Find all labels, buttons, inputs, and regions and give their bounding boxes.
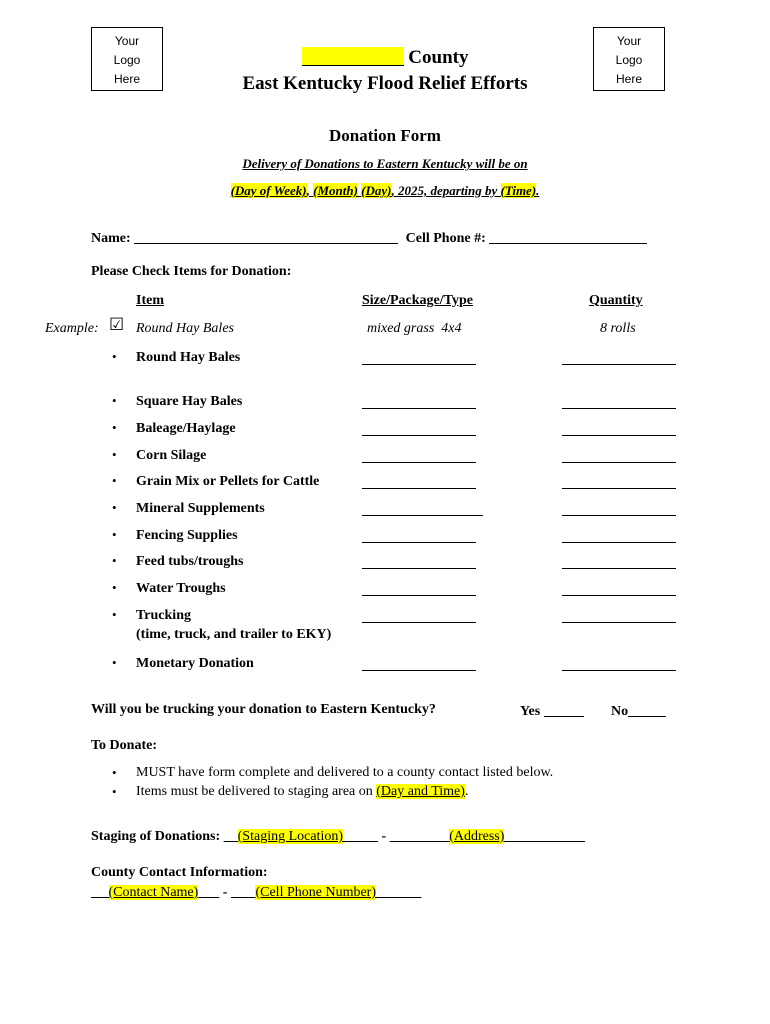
contact-name-field[interactable]: [91, 885, 219, 900]
quantity-field[interactable]: [562, 568, 676, 569]
bullet-icon: •: [112, 655, 117, 670]
quantity-field[interactable]: [562, 364, 676, 365]
example-label: Example:: [45, 321, 99, 336]
yes-label: Yes: [520, 704, 541, 719]
quantity-field[interactable]: [562, 488, 676, 489]
cell-phone-field[interactable]: [489, 229, 647, 244]
size-field[interactable]: [362, 435, 476, 436]
quantity-field[interactable]: [562, 408, 676, 409]
trucking-note: (time, truck, and trailer to EKY): [136, 627, 332, 642]
delivery-year-text: , 2025, departing by: [391, 183, 501, 198]
size-field[interactable]: [362, 670, 476, 671]
size-field[interactable]: [362, 542, 476, 543]
staging-label: Staging of Donations:: [91, 829, 224, 844]
size-field[interactable]: [362, 408, 476, 409]
day-placeholder: (Day): [361, 183, 392, 198]
cell-phone-number-field[interactable]: [231, 885, 422, 900]
example-size: mixed grass 4x4: [367, 321, 462, 336]
delivery-line-1: Delivery of Donations to Eastern Kentucky will be on: [242, 156, 528, 171]
item-label: Feed tubs/troughs: [136, 554, 244, 569]
staging-row: [91, 829, 585, 845]
cell-phone-placeholder: (Cell Phone Number): [255, 885, 376, 900]
quantity-field[interactable]: [562, 515, 676, 516]
cell-phone-label: Cell Phone #:: [405, 231, 486, 246]
county-title: [0, 47, 770, 69]
logo-text-line: Your: [114, 34, 140, 48]
example-item: Round Hay Bales: [136, 321, 234, 336]
quantity-field[interactable]: [562, 622, 676, 623]
bullet-icon: •: [112, 500, 117, 515]
name-field[interactable]: [134, 229, 398, 244]
item-label: Mineral Supplements: [136, 501, 265, 516]
county-name-blank[interactable]: [302, 47, 404, 66]
logo-text-line: Here: [615, 72, 642, 86]
name-label: Name:: [91, 231, 131, 246]
bullet-icon: •: [112, 447, 117, 462]
delivery-line-2: [0, 183, 770, 199]
staging-location-field[interactable]: [224, 829, 378, 844]
bullet-icon: •: [112, 473, 117, 488]
item-label: Trucking: [136, 608, 191, 623]
logo-text-line: Here: [113, 72, 140, 86]
item-label: Water Troughs: [136, 581, 226, 596]
staging-dash: -: [378, 829, 390, 844]
size-field[interactable]: [362, 462, 476, 463]
rule-2-end: .: [464, 784, 469, 799]
quantity-field[interactable]: [562, 462, 676, 463]
yes-field[interactable]: [544, 702, 584, 717]
logo-text-line: Logo: [615, 53, 643, 67]
county-contact-row: [91, 885, 422, 901]
column-item-header: Item: [136, 293, 164, 308]
county-label: County: [403, 47, 469, 68]
time-placeholder: (Time): [500, 183, 537, 198]
item-label: Corn Silage: [136, 448, 207, 463]
bullet-icon: •: [112, 349, 117, 364]
bullet-icon: •: [112, 393, 117, 408]
quantity-field[interactable]: [562, 435, 676, 436]
day-of-week-placeholder: (Day of Week): [230, 183, 307, 198]
item-label: Square Hay Bales: [136, 394, 243, 409]
no-option: [611, 702, 666, 720]
bullet-icon: •: [112, 527, 117, 542]
to-donate-heading: To Donate:: [91, 738, 157, 753]
staging-location-placeholder: (Staging Location): [237, 829, 344, 844]
bullet-icon: •: [112, 553, 117, 568]
column-quantity-header: Quantity: [589, 293, 643, 308]
quantity-field[interactable]: [562, 670, 676, 671]
rule-2-text: Items must be delivered to staging area on: [136, 784, 377, 799]
no-field[interactable]: [628, 702, 666, 717]
staging-address-field[interactable]: [390, 829, 585, 844]
item-label: Baleage/Haylage: [136, 421, 236, 436]
contact-name-placeholder: (Contact Name): [108, 885, 199, 900]
size-field[interactable]: [362, 568, 476, 569]
day-and-time-placeholder: (Day and Time): [376, 784, 465, 799]
bullet-icon: •: [112, 607, 117, 622]
no-label: No: [611, 704, 629, 719]
contact-dash: -: [219, 885, 231, 900]
size-field[interactable]: [362, 622, 476, 623]
item-label: Grain Mix or Pellets for Cattle: [136, 474, 320, 489]
delivery-end: .: [536, 183, 540, 198]
logo-text-line: Logo: [113, 53, 141, 67]
size-field[interactable]: [362, 488, 476, 489]
bullet-icon: •: [112, 784, 117, 799]
county-contact-heading: County Contact Information:: [91, 865, 268, 880]
size-field[interactable]: [362, 364, 476, 365]
checked-box-icon: ☑: [109, 315, 125, 335]
bullet-icon: •: [112, 765, 117, 780]
bullet-icon: •: [112, 580, 117, 595]
item-label: Fencing Supplies: [136, 528, 238, 543]
quantity-field[interactable]: [562, 542, 676, 543]
trucking-question: Will you be trucking your donation to Eastern Kentucky?: [91, 702, 436, 717]
page-title: East Kentucky Flood Relief Efforts: [242, 73, 528, 94]
item-label: Monetary Donation: [136, 656, 254, 671]
yes-option: [520, 702, 584, 720]
items-heading: Please Check Items for Donation:: [91, 264, 292, 279]
logo-text-line: Your: [616, 34, 642, 48]
form-title: Donation Form: [329, 126, 441, 145]
item-label: Round Hay Bales: [136, 350, 241, 365]
name-row: [91, 229, 647, 247]
donate-rule-1: MUST have form complete and delivered to a county contact listed below.: [136, 765, 554, 780]
column-size-header: Size/Package/Type: [362, 293, 473, 308]
donate-rule-2: [136, 784, 468, 800]
address-placeholder: (Address): [449, 829, 505, 844]
example-quantity: 8 rolls: [600, 321, 636, 336]
bullet-icon: •: [112, 420, 117, 435]
size-field[interactable]: [362, 595, 476, 596]
delivery-separator: ,: [306, 183, 314, 198]
quantity-field[interactable]: [562, 595, 676, 596]
month-placeholder: (Month): [313, 183, 358, 198]
size-field[interactable]: [362, 515, 483, 516]
